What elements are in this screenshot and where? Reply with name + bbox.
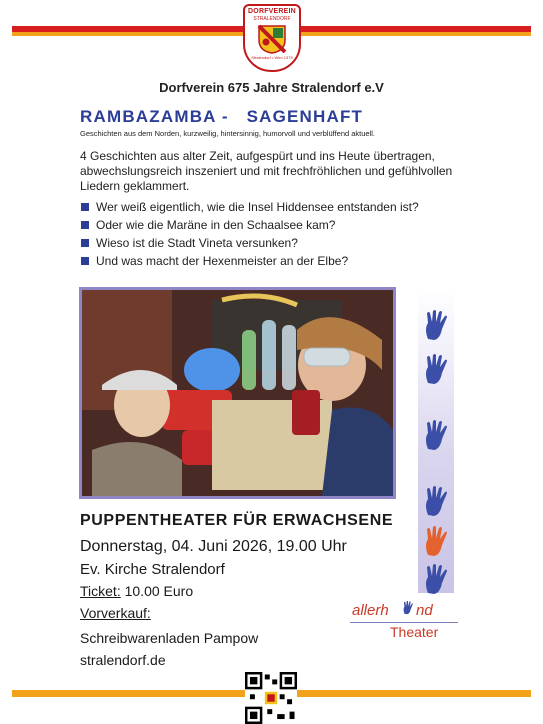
qr-code-icon[interactable]	[245, 672, 297, 724]
question-text: Oder wie die Maräne in den Schaalsee kam?	[96, 218, 336, 232]
coat-of-arms-icon	[243, 4, 301, 72]
question-text: Wer weiß eigentlich, wie die Insel Hiddensee entstanden ist?	[96, 200, 419, 214]
logo-word-2: nd	[416, 602, 433, 619]
intro-paragraph: 4 Geschichten aus alter Zeit, aufgespürt und ins Heute übertragen, abwechslungsreich inszeniert und mit frechfröhlichen und gefühlvollen Liedern geklammert.	[80, 149, 453, 193]
presale-shop: Schreibwarenladen Pampow	[80, 630, 259, 646]
presale-label: Vorverkauf:	[80, 605, 151, 621]
list-item	[80, 216, 419, 234]
crest-bottom-text: Stralendorf • Wirn 1375	[251, 55, 293, 60]
bullet-square-icon	[81, 221, 89, 229]
hand-print-icon	[418, 353, 454, 387]
crest-mid-text: STRALENDORF	[253, 16, 291, 22]
event-venue: Ev. Kirche Stralendorf	[80, 561, 225, 578]
crest-top-text: DORFVEREIN	[248, 8, 296, 15]
logo-divider	[350, 622, 458, 623]
hand-print-strip	[418, 287, 454, 593]
bullet-square-icon	[81, 203, 89, 211]
puppeteers-illustration	[82, 290, 393, 496]
performance-photo	[79, 287, 396, 499]
show-title: PUPPENTHEATER FÜR ERWACHSENE	[80, 512, 394, 529]
bullet-square-icon	[81, 257, 89, 265]
hand-print-icon	[400, 598, 416, 618]
organizer-title: Dorfverein 675 Jahre Stralendorf e.V	[159, 80, 384, 95]
theater-logo	[350, 598, 460, 644]
list-item	[80, 198, 419, 216]
hand-print-icon	[418, 525, 454, 559]
website: stralendorf.de	[80, 652, 166, 668]
logo-word-3: Theater	[390, 624, 439, 640]
logo-word-1: allerh	[352, 602, 389, 619]
hand-print-icon	[418, 309, 454, 343]
ticket-price: 10.00 Euro	[120, 583, 194, 599]
event-date: Donnerstag, 04. Juni 2026, 19.00 Uhr	[80, 538, 347, 555]
question-text: Wieso ist die Stadt Vineta versunken?	[96, 236, 298, 250]
hand-print-icon	[418, 419, 454, 453]
hand-print-icon	[418, 563, 454, 597]
ticket-label: Ticket:	[80, 583, 121, 599]
question-text: Und was macht der Hexenmeister an der Elbe?	[96, 254, 349, 268]
list-item	[80, 234, 419, 252]
hand-print-icon	[418, 485, 454, 519]
shield-icon	[257, 24, 287, 54]
headline: RAMBAZAMBA - SAGENHAFT	[80, 107, 364, 126]
subheadline: Geschichten aus dem Norden, kurzweilig, hintersinnig, humorvoll und verblüffend aktuell.	[80, 129, 376, 138]
ticket-info	[80, 583, 193, 599]
list-item	[80, 252, 419, 270]
question-list	[80, 198, 419, 270]
bullet-square-icon	[81, 239, 89, 247]
